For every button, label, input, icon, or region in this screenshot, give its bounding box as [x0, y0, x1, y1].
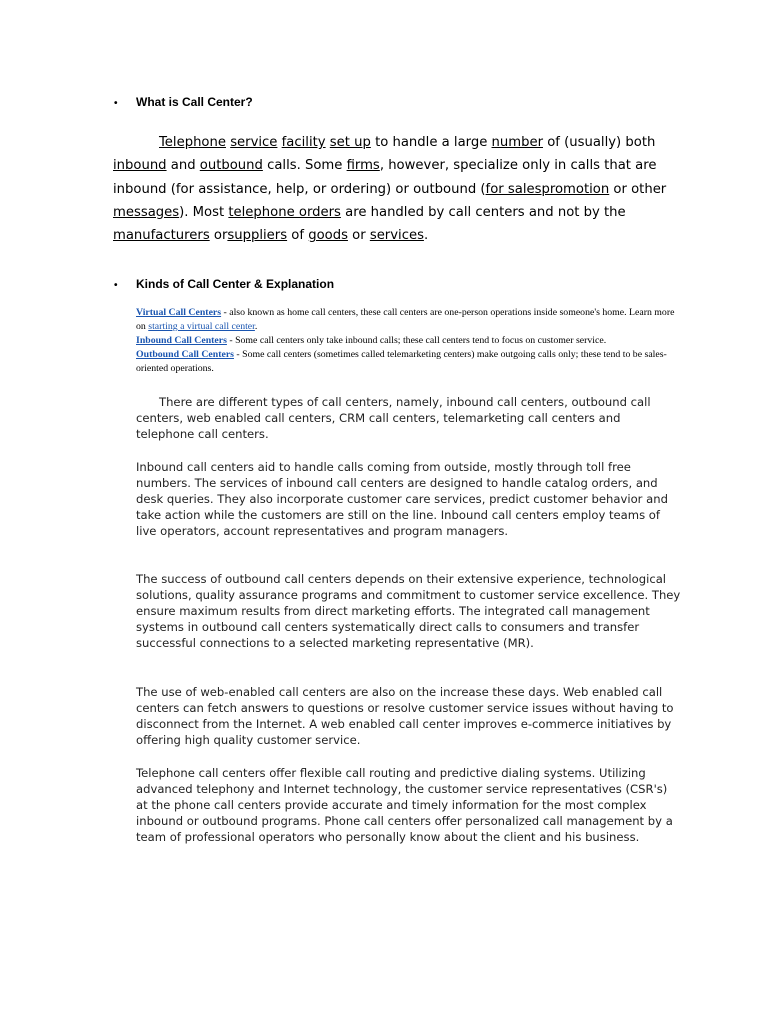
virtual-end: . — [254, 321, 258, 332]
paragraph-telephone — [136, 765, 681, 845]
virtual-call-centers-link[interactable]: Virtual Call Centers — [136, 307, 222, 318]
definition-link-word[interactable]: firms — [346, 158, 380, 174]
definition-text: or other — [609, 181, 667, 197]
heading-what-is-call-center — [114, 95, 253, 109]
definition-text: or — [209, 228, 228, 244]
definition-link-word[interactable]: messages — [113, 204, 180, 220]
definition-link-word[interactable]: suppliers — [227, 228, 288, 244]
definition-link-word[interactable]: telephone orders — [228, 204, 341, 220]
inbound-call-centers-desc: - Some call centers only take inbound calls; these call centers tend to focus on customer service. — [226, 335, 607, 346]
paragraph-inbound — [136, 459, 681, 539]
paragraph-text: The success of outbound call centers depends on their extensive experience, technological solutions, quality assurance programs and commitment to customer service excellence. They ensure maximum results from direct marketing efforts. The integrated call management systems in outbound call centers systematically direct calls to consumers and transfer successful connections to a selected marketing representative (MR). — [136, 572, 681, 650]
definition-link-word[interactable]: goods — [308, 228, 348, 244]
definition-link-word[interactable]: number — [491, 135, 543, 150]
definition-text: are handled by call centers and not by the — [340, 204, 626, 220]
paragraph-text: Inbound call centers aid to handle calls coming from outside, mostly through toll free numbers. The services of inbound call centers are designed to handle catalog orders, and desk queries. They also incorporate customer care services, predict customer behavior and take action while the customers are still on the line. Inbound call centers employ teams of live operators, account representatives and program managers. — [136, 460, 668, 538]
definition-text: , however, specialize only in calls that are inbound (for assistance, help, or ordering) or outbound ( — [113, 158, 657, 197]
paragraph-text: There are different types of call centers, namely, inbound call centers, outbound call centers, web enabled call centers, CRM call centers, telemarketing call centers and telephone call centers. — [136, 395, 651, 441]
definition-link-word[interactable]: manufacturers — [113, 228, 210, 244]
outbound-call-centers-desc: - Some call centers (sometimes called telemarketing centers) make outgoing calls only; these tend to be sales-oriented operations. — [136, 349, 667, 374]
definition-link-word[interactable]: Telephone — [159, 135, 226, 150]
paragraph-types-overview — [136, 394, 681, 442]
definition-link-word[interactable]: facility — [281, 135, 326, 150]
virtual-call-centers-desc: - also known as home call centers, these call centers are one-person operations inside someone's home. Learn more on — [136, 307, 675, 332]
definition-text: calls. Some — [262, 158, 347, 174]
heading-kinds-of-call-center — [114, 277, 334, 291]
definition-text: ). Most — [179, 204, 229, 220]
heading-text: What is Call Center? — [136, 95, 253, 109]
heading-text: Kinds of Call Center & Explanation — [136, 277, 335, 291]
call-center-definition — [113, 131, 683, 247]
definition-text: and — [166, 158, 200, 174]
inbound-call-centers-link[interactable]: Inbound Call Centers — [136, 335, 227, 346]
bullet-icon: • — [114, 280, 118, 291]
paragraph-web-enabled — [136, 684, 681, 748]
definition-text: to handle a large — [370, 135, 492, 150]
definition-text: or — [347, 228, 370, 244]
outbound-call-centers-link[interactable]: Outbound Call Centers — [136, 349, 234, 360]
definition-link-word[interactable]: set up — [329, 135, 371, 150]
definition-text: of (usually) both — [543, 135, 656, 150]
paragraph-text: Telephone call centers offer flexible call routing and predictive dialing systems. Utilizing advanced telephony and Internet technology, the customer service representatives (CSR's) at the phone call centers provide accurate and timely information for the most complex inbound or outbound programs. Phone call centers offer personalized call management by a team of professional operators who personally know about the client and his business. — [136, 766, 673, 844]
definition-link-word[interactable]: services — [369, 228, 424, 244]
starting-virtual-call-center-link[interactable]: starting a virtual call center — [148, 321, 255, 332]
definition-text: . — [423, 228, 429, 244]
definition-text: of — [287, 228, 309, 244]
definition-link-word[interactable]: inbound — [113, 158, 167, 174]
paragraph-outbound — [136, 571, 681, 651]
definition-link-word[interactable]: for salespromotion — [485, 181, 610, 197]
paragraph-text: The use of web-enabled call centers are also on the increase these days. Web enabled call centers can fetch answers to questions or resolve customer service issues without having to disconnect from the Internet. A web enabled call center improves e-commerce initiatives by offering high quality customer service. — [136, 685, 674, 747]
definition-link-word[interactable]: service — [230, 135, 278, 150]
bullet-icon: • — [114, 98, 118, 109]
call-center-types-list — [136, 306, 681, 376]
definition-link-word[interactable]: outbound — [199, 158, 263, 174]
